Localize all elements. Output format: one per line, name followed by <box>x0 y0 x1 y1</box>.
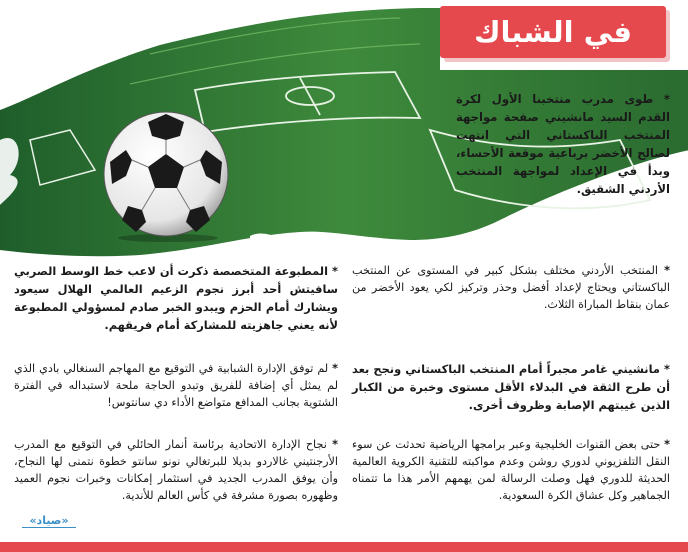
bullet: * <box>664 362 670 376</box>
bullet: * <box>332 264 338 278</box>
section-title-badge <box>440 6 666 58</box>
right-item-2-text: مانشيني غامر مجبراً أمام المنتخب الباكستاني ونجح بعد أن طرح الثقة في البدلاء الأقل مستوى وخبرة من الكبار الذين غيبتهم الإصابة وظروف أخرى. <box>352 362 670 412</box>
intro-text: طوى مدرب منتخبنا الأول لكرة القدم السيد مانشيني صفحة مواجهة المنتخب الباكستاني التي انتهت لصالح الأخضر برباعية موقعة الأحساء، وبدأ في الإعداد لمواجهة المنتخب الأردني الشقيق. <box>456 92 670 196</box>
bullet: * <box>332 362 338 375</box>
bullet: * <box>332 438 338 451</box>
left-item-1-text: المطبوعة المتخصصة ذكرت أن لاعب خط الوسط الصربي سافيتش أحد أبرز نجوم الزعيم العالمي الهلال سيعود ويشارك أمام الحزم ويبدو الخبر صادم لمسؤولي المطبوعة لأنه يعني جاهزيته للمشاركة أمام فريقهم. <box>14 264 338 332</box>
left-item-2-text: لم توفق الإدارة الشبابية في التوقيع مع المهاجم السنغالي بادي الذي لم يمثل أي إضافة للفريق وتبدو الحاجة ملحة لاستبداله في الفترة الشتوية بجانب المدافع متواضع الأداء دي سانتوس! <box>14 362 338 409</box>
right-item-1 <box>352 262 670 313</box>
right-item-3 <box>352 436 670 504</box>
left-item-2 <box>14 360 338 411</box>
bullet: * <box>664 264 670 277</box>
left-item-1 <box>14 262 338 334</box>
bullet: * <box>664 438 670 451</box>
left-item-3 <box>14 436 338 504</box>
bottom-accent-bar <box>0 542 688 552</box>
intro-paragraph <box>456 90 670 198</box>
right-item-2 <box>352 360 670 414</box>
right-item-3-text: حتى بعض القنوات الخليجية وعبر برامجها الرياضية تحدثت عن سوء النقل التلفزيوني لدوري روشن وعدم مواكبته للتقنية الكروية العالمية الحديثة للدوري فهل وصلت الرسالة لمن يهمهم الأمر هذا ما تتمناه الجماهير وكل عشاق الكرة السعودية. <box>352 438 670 502</box>
right-item-1-text: المنتخب الأردني مختلف بشكل كبير في المستوى عن المنتخب الباكستاني ويحتاج لإعداد أفضل وحذر وتركيز لكي يعود الأخضر من عمان بنقاط المباراة الثلاث. <box>352 264 670 311</box>
author-signature: «صياد» <box>22 514 76 528</box>
soccer-ball-icon <box>100 110 232 242</box>
section-title: في الشباك <box>473 15 633 49</box>
intro-bullet: * <box>663 92 670 106</box>
left-item-3-text: نجاح الإدارة الاتحادية برئاسة أنمار الحائلي في التوقيع مع المدرب الأرجنتيني غالاردو بديلا للبرتغالي نونو سانتو خطوة نتمنى لها النجاح، وأن يوفق المدرب الجديد في استثمار إمكانات وخبرات نجوم العميد وظهوره بصورة مشرفة في كأس العالم للأندية. <box>14 438 338 502</box>
